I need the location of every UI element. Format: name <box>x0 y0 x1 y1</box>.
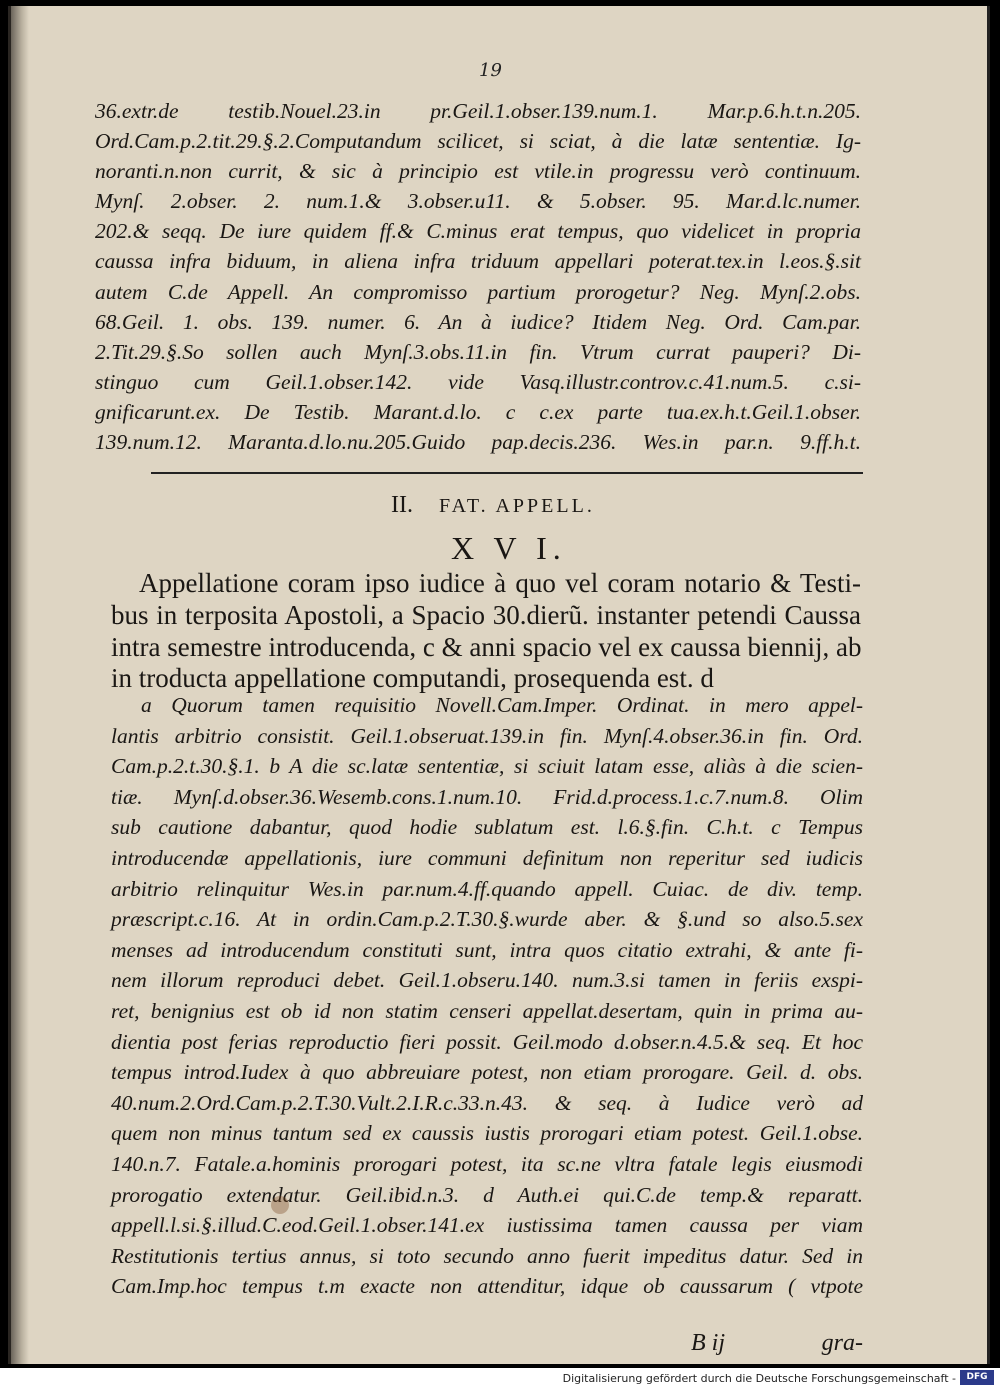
footnote-line: 2.Tit.29.§.So sollen auch Mynſ.3.obs.11.in fin. Vtrum currat pauperi? Di- <box>95 339 861 364</box>
footnote-line: a Quorum tamen requisitio Novell.Cam.Imper. Ordinat. in mero appel- <box>141 693 863 717</box>
header-number: II. <box>391 492 413 518</box>
footnotes-top <box>95 96 861 457</box>
footnote-line: nem illorum reproduci debet. Geil.1.obseru.140. num.3.si tamen in feriis exspi- <box>111 968 863 993</box>
footnote-line: Restitutionis tertius annus, si toto secundo anno fuerit impeditus datur. Sed in <box>111 1243 863 1268</box>
footnote-line: arbitrio relinquitur Wes.in par.num.4.ff.quando appell. Cuiac. de div. temp. <box>111 876 863 901</box>
footnote-line: introducendæ appellationis, iure communi definitum non reperitur sed iudicis <box>111 845 863 870</box>
header-text: FAT. APPELL. <box>438 495 595 517</box>
footnote-line: stinguo cum Geil.1.obser.142. vide Vasq.illustr.controv.c.41.num.5. c.si- <box>95 369 861 394</box>
footnote-line: 40.num.2.Ord.Cam.p.2.T.30.Vult.2.I.R.c.33.n.43. & seq. à Iudice verò ad <box>111 1090 863 1115</box>
footnote-line: caussa infra biduum, in aliena infra triduum appellari poterat.tex.in l.eos.§.sit <box>95 249 861 274</box>
section-title: X V I. <box>451 530 567 566</box>
footnote-line: ret, benignius est ob id non statim censeri appellat.desertam, quin in prima au- <box>111 998 863 1023</box>
footnote-line: dientia post ferias reproductio fieri possit. Geil.modo d.obser.n.4.5.& seq. Et hoc <box>111 1029 863 1054</box>
paper-stain <box>271 1196 289 1214</box>
scanned-page <box>8 6 990 1364</box>
footnote-line: menses ad introducendum constituti sunt, intra quos citatio extrahi, & ante fi- <box>111 937 863 962</box>
page-number: 19 <box>479 60 502 81</box>
footnote-line: tempus introd.Iudex à quo abbreuiare potest, non etiam prorogare. Geil. d. obs. <box>111 1060 863 1085</box>
footnote-line: quem non minus tantum sed ex caussis iustis prorogari etiam potest. Geil.1.obse. <box>111 1121 863 1146</box>
footnote-line: præscript.c.16. At in ordin.Cam.p.2.T.30.§.wurde aber. & §.und so also.5.sex <box>111 907 863 932</box>
footnote-line: appell.l.si.§.illud.C.eod.Geil.1.obser.141.ex iustissima tamen caussa per viam <box>111 1213 863 1238</box>
footnote-line: sub cautione dabantur, quod hodie sublatum est. l.6.§.fin. C.h.t. c Tempus <box>111 815 863 840</box>
main-text-line: Appellatione coram ipso iudice à quo vel coram notario & Testi- <box>139 568 861 598</box>
footnote-line: lantis arbitrio consistit. Geil.1.obseruat.139.in fin. Mynſ.4.obser.36.in fin. Ord. <box>111 723 863 748</box>
footnote-line: autem C.de Appell. An compromisso partium prorogetur? Neg. Mynſ.2.obs. <box>95 279 861 304</box>
main-paragraph <box>111 568 861 695</box>
footnote-line: 139.num.12. Maranta.d.lo.nu.205.Guido pap.decis.236. Wes.in par.n. 9.ff.h.t. <box>95 430 861 455</box>
footnote-line: noranti.n.non currit, & sic à principio est vtile.in progressu verò continuum. <box>95 159 861 184</box>
footnote-line: 68.Geil. 1. obs. 139. numer. 6. An à iudice? Itidem Neg. Ord. Cam.par. <box>95 309 861 334</box>
digitization-footer <box>0 1368 1000 1388</box>
footnote-line: Cam.Imp.hoc tempus t.m exacte non attenditur, idque ob caussarum ( vtpote <box>111 1274 863 1299</box>
main-text-line: intra semestre introducenda, c & anni spacio vel ex caussa biennij, ab <box>111 631 862 662</box>
running-header <box>391 492 595 519</box>
footnote-line: Ord.Cam.p.2.tit.29.§.2.Computandum scilicet, si sciat, à die latæ sententiæ. Ig- <box>95 129 861 154</box>
catchword: gra- <box>821 1330 863 1356</box>
dfg-logo-icon: DFG <box>960 1370 994 1385</box>
footnote-line: 202.& seqq. De iure quidem ff.& C.minus erat tempus, quo videlicet in propria <box>95 219 861 244</box>
footer-text: Digitalisierung gefördert durch die Deutsche Forschungsgemeinschaft - <box>562 1372 956 1385</box>
signature-mark: B ij <box>691 1330 725 1356</box>
footnote-line: 36.extr.de testib.Nouel.23.in pr.Geil.1.obser.139.num.1. Mar.p.6.h.t.n.205. <box>95 99 861 123</box>
footnotes-bottom <box>111 690 863 1302</box>
footnote-line: tiæ. Mynſ.d.obser.36.Wesemb.cons.1.num.10. Frid.d.process.1.c.7.num.8. Olim <box>111 784 863 809</box>
divider-rule <box>151 472 863 474</box>
main-text-line: in troducta appellatione computandi, prosequenda est. d <box>111 663 714 694</box>
main-text-line: bus in terposita Apostoli, a Spacio 30.dierũ. instanter petendi Caussa <box>111 599 861 630</box>
footnote-line: 140.n.7. Fatale.a.hominis prorogari potest, ita sc.ne vltra fatale legis eiusmodi <box>111 1151 863 1176</box>
footnote-line: Cam.p.2.t.30.§.1. b A die sc.latæ sententiæ, si sciuit latam esse, aliàs à die scien- <box>111 754 863 779</box>
footnote-line: gnificarunt.ex. De Testib. Marant.d.lo. c c.ex parte tua.ex.h.t.Geil.1.obser. <box>95 399 861 424</box>
footnote-line: prorogatio extendatur. Geil.ibid.n.3. d Auth.ei qui.C.de temp.& reparatt. <box>111 1182 863 1207</box>
footnote-line: Mynſ. 2.obser. 2. num.1.& 3.obser.u11. & 5.obser. 95. Mar.d.lc.numer. <box>95 189 861 214</box>
